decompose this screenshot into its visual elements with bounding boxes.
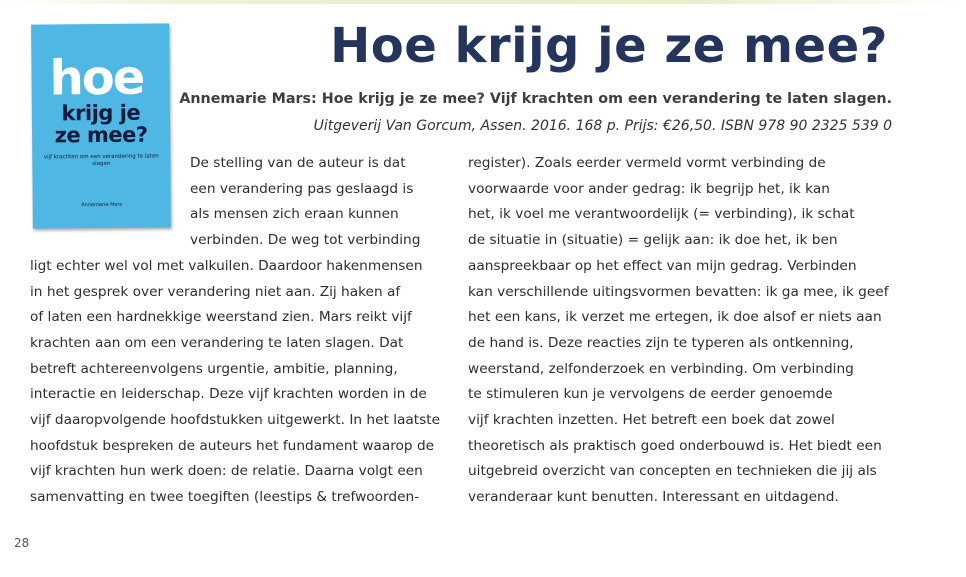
text-line: als mensen zich eraan kunnen [190,206,399,223]
text-line: vijf daaropvolgende hoofdstukken uitgewerkt. In het laatste [30,412,441,428]
text-line: een verandering pas geslaagd is [190,180,414,197]
cover-subtitle: vijf krachten om een verandering te laten slagen [43,153,159,168]
text-line: het een kans, ik verzet me ertegen, ik doe alsof er niets aan [468,309,882,326]
cover-title-line-2: krijg je [61,100,141,126]
text-line: voorwaarde voor ander gedrag: ik begrijp het, ik kan [468,180,830,197]
page-number: 28 [14,536,30,550]
text-line: het, ik voel me verantwoordelijk (= verbinding), ik schat [468,206,855,223]
text-line: weerstand, zelfonderzoek en verbinding. Om verbinding [468,360,854,377]
top-decorative-strip [0,0,966,4]
text-line: veranderaar kunt benutten. Interessant en uitdagend. [468,489,839,506]
text-line: interactie en leiderschap. Deze vijf krachten worden in de [30,386,427,403]
cover-author: Annemarie Mars [81,201,123,209]
text-line: hoofdstuk bespreken de auteurs het fundament waarop de [30,437,435,454]
text-line: aanspreekbaar op het effect van mijn gedrag. Verbinden [468,257,857,274]
text-line: vijf krachten hun werk doen: de relatie. Daarna volgt een [30,463,423,480]
text-line: betreft achtereenvolgens urgentie, ambitie, planning, [30,360,398,377]
text-line: uitgebreid overzicht van concepten en technieken die jij als [468,463,877,480]
text-line: theoretisch als praktisch goed onderbouwd is. Het biedt een [468,437,882,454]
book-cover-image [31,23,171,228]
text-line: in het gesprek over verandering niet aan. Zij haken af [30,283,401,300]
publication-details-line: Uitgeverij Van Gorcum, Assen. 2016. 168 p. Prijs: €26,50. ISBN 978 90 2325 539 0 [313,118,892,134]
cover-title-line-1: hoe [49,49,144,107]
text-line: krachten aan om een verandering te laten slagen. Dat [30,334,404,351]
text-line: samenvatting en twee toegiften (leestips & trefwoorden- [30,489,420,506]
text-line: verbinden. De weg tot verbinding [190,232,421,249]
text-line: De stelling van de auteur is dat [190,155,406,171]
text-line: de situatie in (situatie) = gelijk aan: ik doe het, ik ben [468,232,838,249]
text-line: de hand is. Deze reacties zijn te typeren als ontkenning, [468,334,854,351]
book-reference-line: Annemarie Mars: Hoe krijg je ze mee? Vijf krachten om een verandering te laten slagen. [179,91,892,107]
text-line: ligt echter wel vol met valkuilen. Daardoor hakenmensen [30,257,423,274]
text-line: vijf krachten inzetten. Het betreft een boek dat zowel [468,412,835,428]
cover-title-line-3: ze mee? [54,122,148,148]
article-title: Hoe krijg je ze mee? [330,18,888,74]
text-line: kan verschillende uitingsvormen bevatten: ik ga mee, ik geef [468,283,889,300]
text-line: te stimuleren kun je vervolgens de eerder genoemde [468,386,833,403]
text-line: register). Zoals eerder vermeld vormt verbinding de [468,155,826,171]
text-line: of laten een hardnekkige weerstand zien. Mars reikt vijf [30,309,412,326]
